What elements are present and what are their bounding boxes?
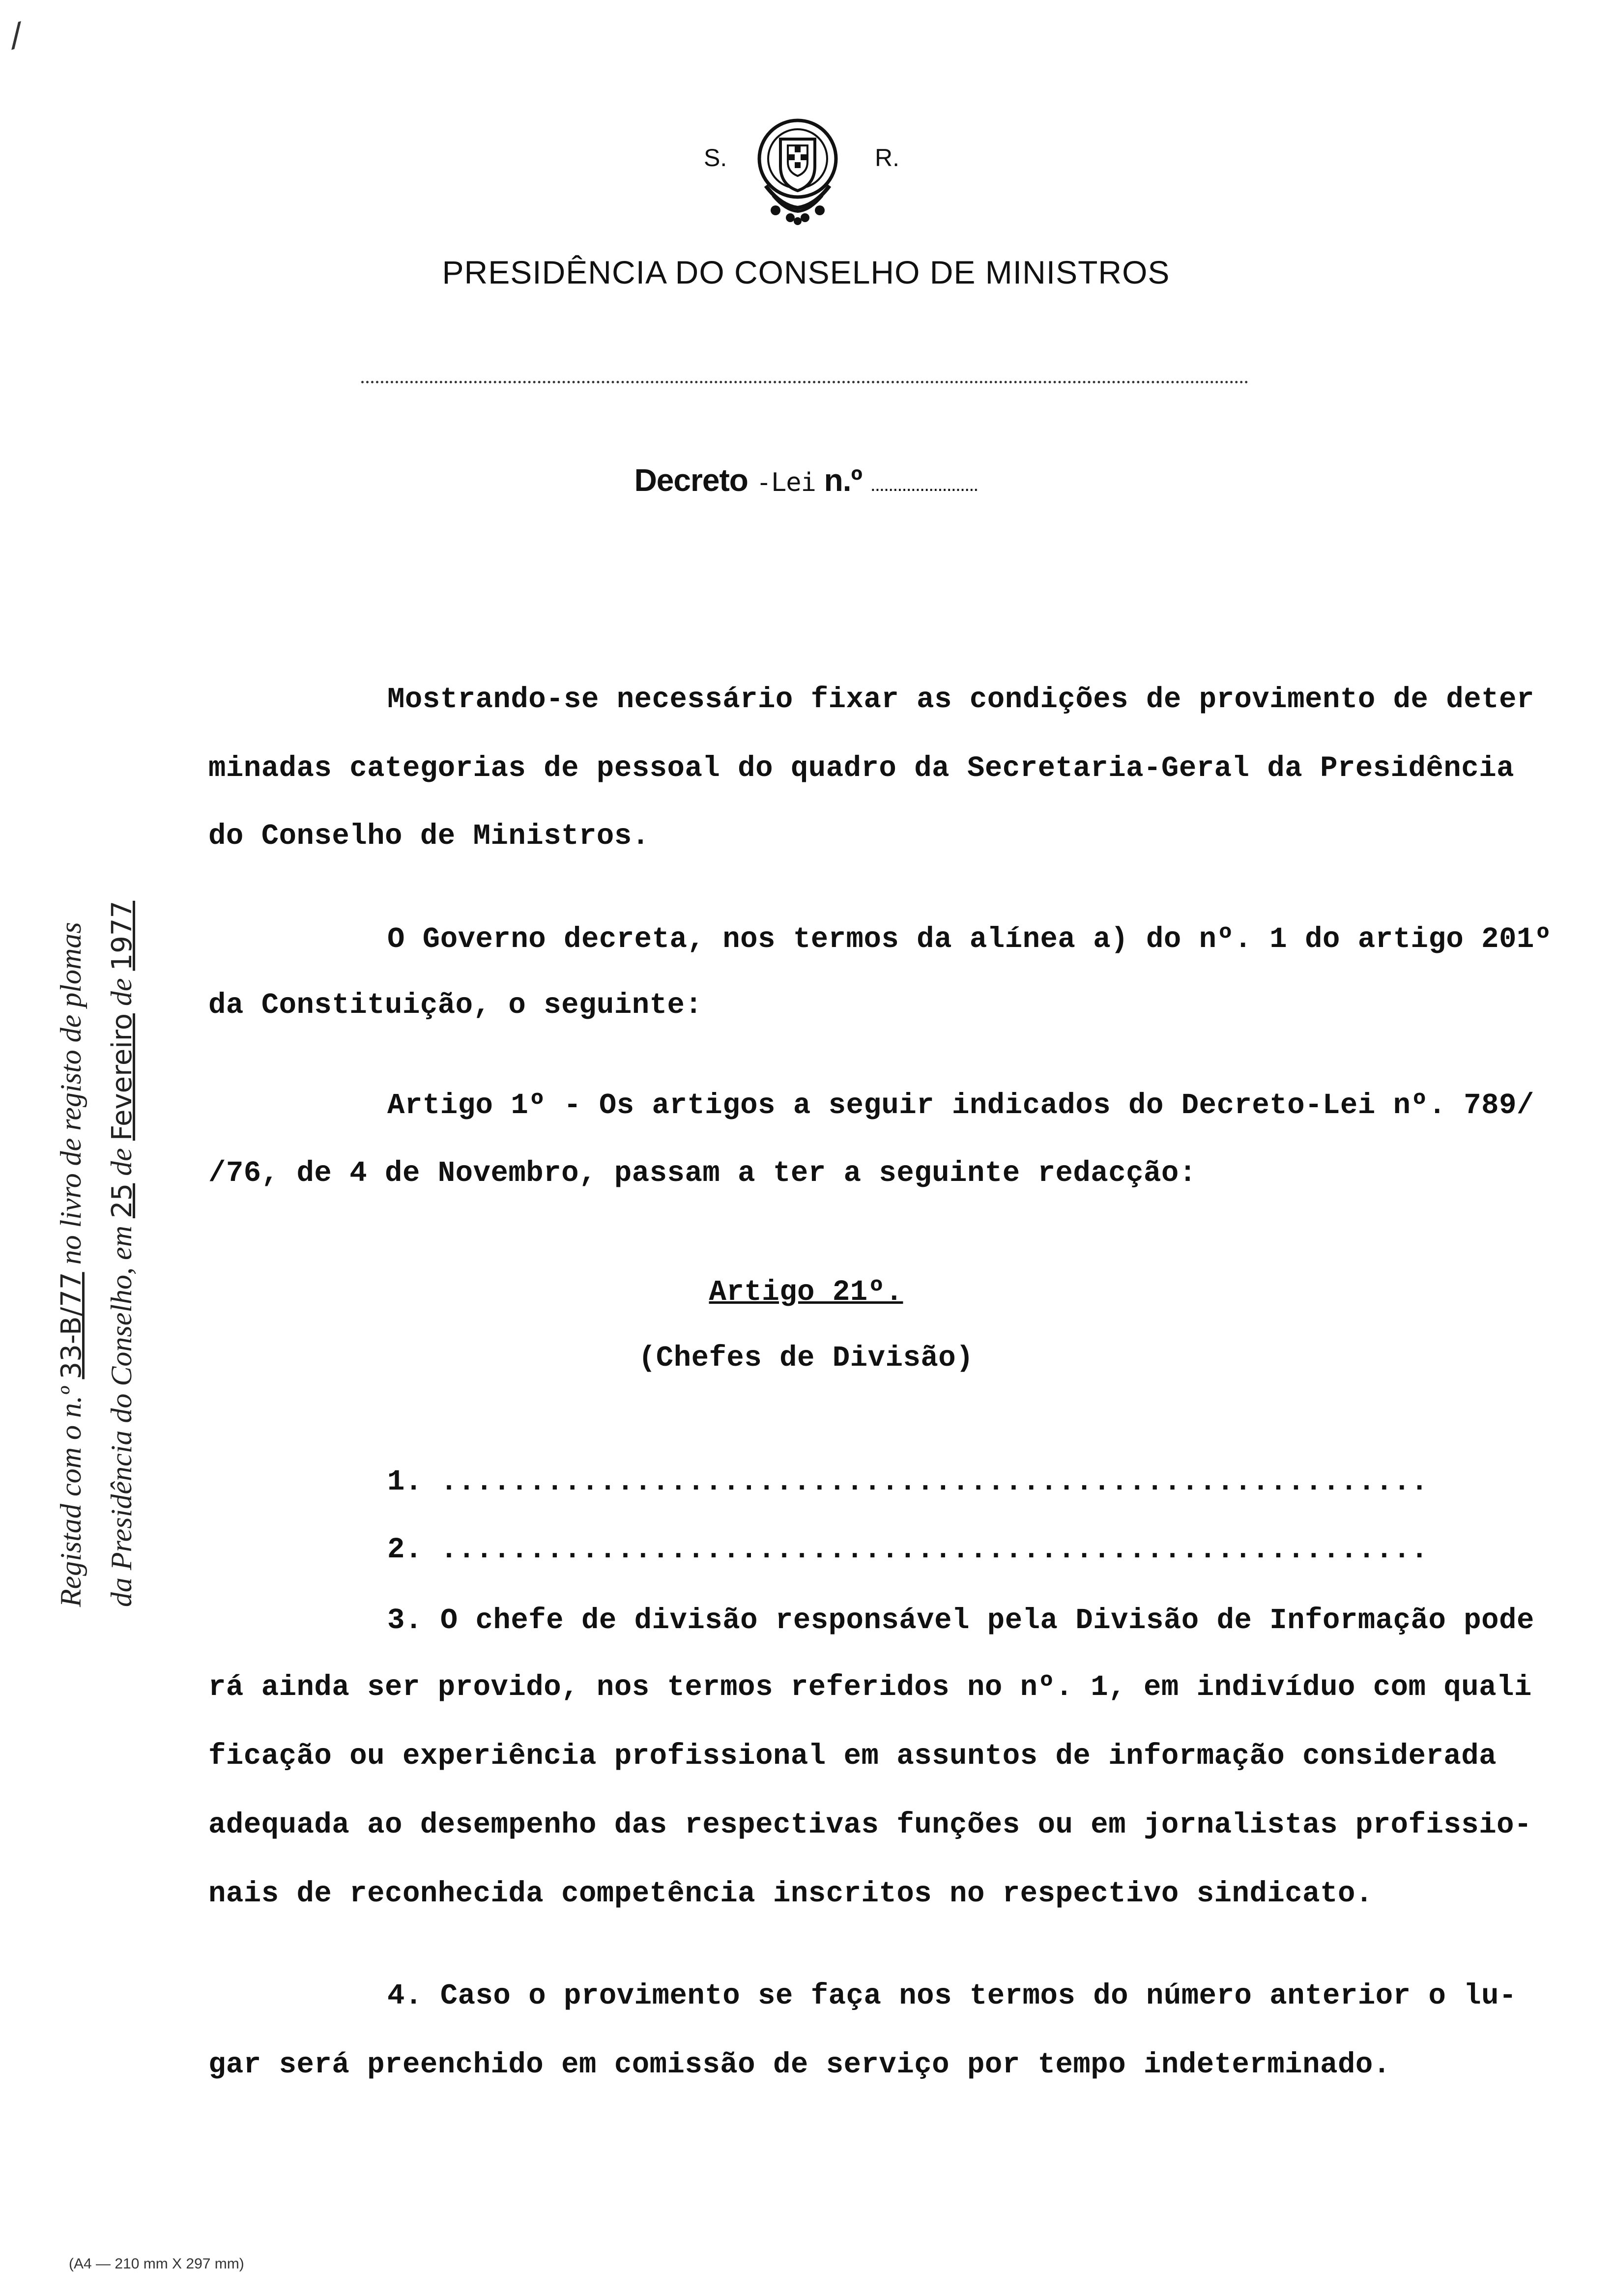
paragraph-line: 4. Caso o provimento se faça nos termos do número anterior o lu- — [387, 1980, 1517, 2012]
coat-of-arms-seal — [746, 112, 849, 230]
paper-size-note: (A4 — 210 mm X 297 mm) — [69, 2256, 244, 2272]
decree-number-label: n.º — [824, 462, 862, 498]
paragraph-line: 3. O chefe de divisão responsável pela Divisão de Informação pode — [387, 1604, 1534, 1637]
article-title: Artigo 21º. — [709, 1276, 903, 1309]
stamp-text: de — [105, 978, 138, 1006]
decree-type: -Lei — [756, 468, 816, 497]
stamp-year: 1977 — [106, 900, 138, 971]
ministry-title: PRESIDÊNCIA DO CONSELHO DE MINISTROS — [442, 254, 1170, 290]
paragraph-line: /76, de 4 de Novembro, passam a ter a seguinte redacção: — [208, 1157, 1197, 1190]
margin-mark: / — [2, 17, 32, 61]
paragraph-line: O Governo decreta, nos termos da alínea a) do nº. 1 do artigo 201º — [387, 923, 1552, 956]
letterhead-right-letter: R. — [875, 144, 899, 172]
paragraph-line: da Constituição, o seguinte: — [208, 989, 703, 1022]
list-item: 2. ........................................................ — [387, 1533, 1429, 1566]
article-subtitle: (Chefes de Divisão) — [638, 1342, 974, 1375]
paragraph-line: gar será preenchido em comissão de serviço por tempo indeterminado. — [208, 2048, 1391, 2081]
letterhead-left-letter: S. — [704, 144, 727, 172]
paragraph-line: Mostrando-se necessário fixar as condições de provimento de deter — [387, 683, 1534, 716]
stamp-text: Registad — [55, 1504, 87, 1607]
stamp-day: 25 — [106, 1183, 138, 1218]
decree-number-blank: ........................ — [870, 474, 978, 495]
decree-label: Decreto — [634, 462, 748, 498]
paragraph-line: do Conselho de Ministros. — [208, 820, 650, 853]
stamp-month: Fevereiro — [106, 1013, 138, 1141]
registration-stamp-line-2 — [105, 624, 139, 1607]
paragraph-line: rá ainda ser provido, nos termos referidos no nº. 1, em indivíduo com quali — [208, 1671, 1532, 1704]
paragraph-line: adequada ao desempenho das respectivas funções ou em jornalistas profissio- — [208, 1808, 1532, 1841]
stamp-text: da Presidência do Conselho, em — [105, 1226, 138, 1607]
stamp-text: de — [105, 1148, 138, 1176]
list-item: 1. ........................................................ — [387, 1465, 1429, 1498]
registration-stamp-line-1 — [54, 624, 88, 1607]
paragraph-line: nais de reconhecida competência inscritos no respectivo sindicato. — [208, 1877, 1373, 1910]
stamp-text: plomas — [55, 922, 87, 1007]
registration-stamp — [54, 624, 139, 1607]
paragraph-line: ficação ou experiência profissional em assuntos de informação considerada — [208, 1740, 1497, 1773]
header-dotted-rule — [361, 381, 1248, 383]
decree-heading — [0, 462, 1612, 498]
paragraph-line: minadas categorias de pessoal do quadro da Secretaria-Geral da Presidência — [208, 752, 1515, 785]
paragraph-line: Artigo 1º - Os artigos a seguir indicados do Decreto-Lei nº. 789/ — [387, 1089, 1534, 1122]
stamp-register-number: 33-B/77 — [56, 1272, 87, 1379]
stamp-text: no livro de registo de — [55, 1014, 87, 1265]
stamp-text: com o n.º — [55, 1386, 87, 1497]
